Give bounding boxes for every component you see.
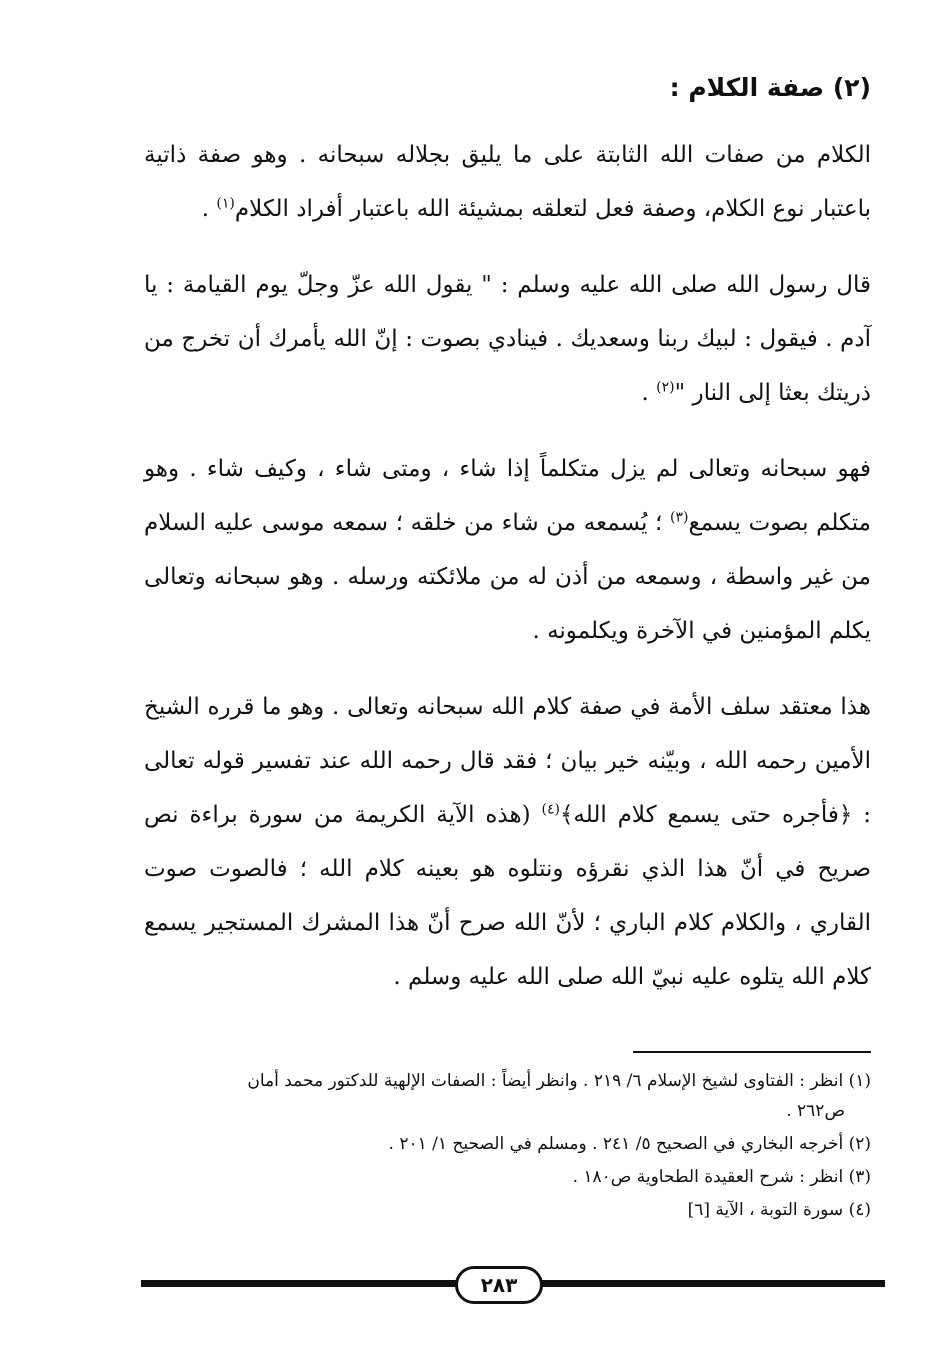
footnote-4-text: (٤) سورة التوبة ، الآية [٦] bbox=[687, 1200, 871, 1220]
footnotes bbox=[144, 1066, 871, 1228]
paragraph-1-tail: . bbox=[201, 196, 217, 222]
paragraph-2-tail: . bbox=[641, 380, 657, 406]
body-text bbox=[144, 128, 871, 1004]
footnote-ref-1: (١) bbox=[216, 195, 235, 212]
footnote-3-text: (٣) انظر : شرح العقيدة الطحاوية ص١٨٠ . bbox=[572, 1167, 871, 1187]
page-bar-right-rule bbox=[539, 1280, 885, 1287]
paragraph-3 bbox=[144, 442, 871, 658]
section-heading: (٢) صفة الكلام : bbox=[669, 73, 871, 102]
paragraph-4 bbox=[144, 680, 871, 1004]
paragraph-3-text: فهو سبحانه وتعالى لم يزل متكلماً إذا شاء ، ومتى شاء ، وكيف شاء . وهو متكلم بصوت يسمع bbox=[144, 456, 871, 536]
page-bar-left-rule bbox=[141, 1280, 461, 1287]
page-number-bar bbox=[141, 1266, 885, 1302]
paragraph-2 bbox=[144, 258, 871, 420]
footnote-1 bbox=[144, 1066, 871, 1126]
paragraph-2-text: قال رسول الله صلى الله عليه وسلم : " يقول الله عزّ وجلّ يوم القيامة : يا آدم . فيقول : لبيك ربنا وسعديك . فينادي بصوت : إنّ الله يأمرك أن تخرج من ذريتك بعثا إلى النار " bbox=[144, 272, 871, 406]
footnote-separator bbox=[633, 1051, 871, 1053]
paragraph-4-text: هذا معتقد سلف الأمة في صفة كلام الله سبحانه وتعالى . وهو ما قرره الشيخ الأمين رحمه الله ، وبيّنه خير بيان ؛ فقد قال رحمه الله عند تفسير قوله تعالى : ﴿فأجره حتى يسمع كلام الله﴾ bbox=[144, 694, 872, 828]
footnote-4 bbox=[144, 1195, 871, 1225]
paragraph-1 bbox=[144, 128, 871, 236]
footnote-2 bbox=[144, 1129, 871, 1159]
footnote-1-text: (١) انظر : الفتاوى لشيخ الإسلام ٦/ ٢١٩ . وانظر أيضاً : الصفات الإلهية للدكتور محمد أمان bbox=[247, 1071, 871, 1091]
footnote-ref-4: (٤) bbox=[541, 801, 560, 818]
paragraph-1-text: الكلام من صفات الله الثابتة على ما يليق بجلاله سبحانه . وهو صفة ذاتية باعتبار نوع الكلام، وصفة فعل لتعلقه بمشيئة الله باعتبار أفراد الكلام bbox=[144, 142, 871, 222]
paragraph-4-tail: (هذه الآية الكريمة من سورة براءة نص صريح في أنّ هذا الذي نقرؤه ونتلوه هو بعينه كلام الله ؛ فالصوت صوت القاري ، والكلام كلام الباري ؛ لأنّ الله صرح أنّ هذا المشرك المستجير يسمع كلام الله يتلوه عليه نبيّ الله صلى الله عليه وسلم . bbox=[144, 802, 871, 990]
footnote-ref-3: (٣) bbox=[670, 509, 689, 526]
footnote-2-text: (٢) أخرجه البخاري في الصحيح ٥/ ٢٤١ . ومسلم في الصحيح ١/ ٢٠١ . bbox=[388, 1134, 871, 1154]
page-number: ٢٨٣ bbox=[455, 1266, 543, 1304]
footnote-ref-2: (٢) bbox=[656, 379, 675, 396]
footnote-3 bbox=[144, 1162, 871, 1192]
footnote-1-continuation: ص٢٦٢ . bbox=[786, 1101, 845, 1121]
paragraph-3-tail: ؛ يُسمعه من شاء من خلقه ؛ سمعه موسى عليه السلام من غير واسطة ، وسمعه من أذن له من ملائكته ورسله . وهو سبحانه وتعالى يكلم المؤمنين في الآخرة ويكلمونه . bbox=[144, 510, 871, 644]
